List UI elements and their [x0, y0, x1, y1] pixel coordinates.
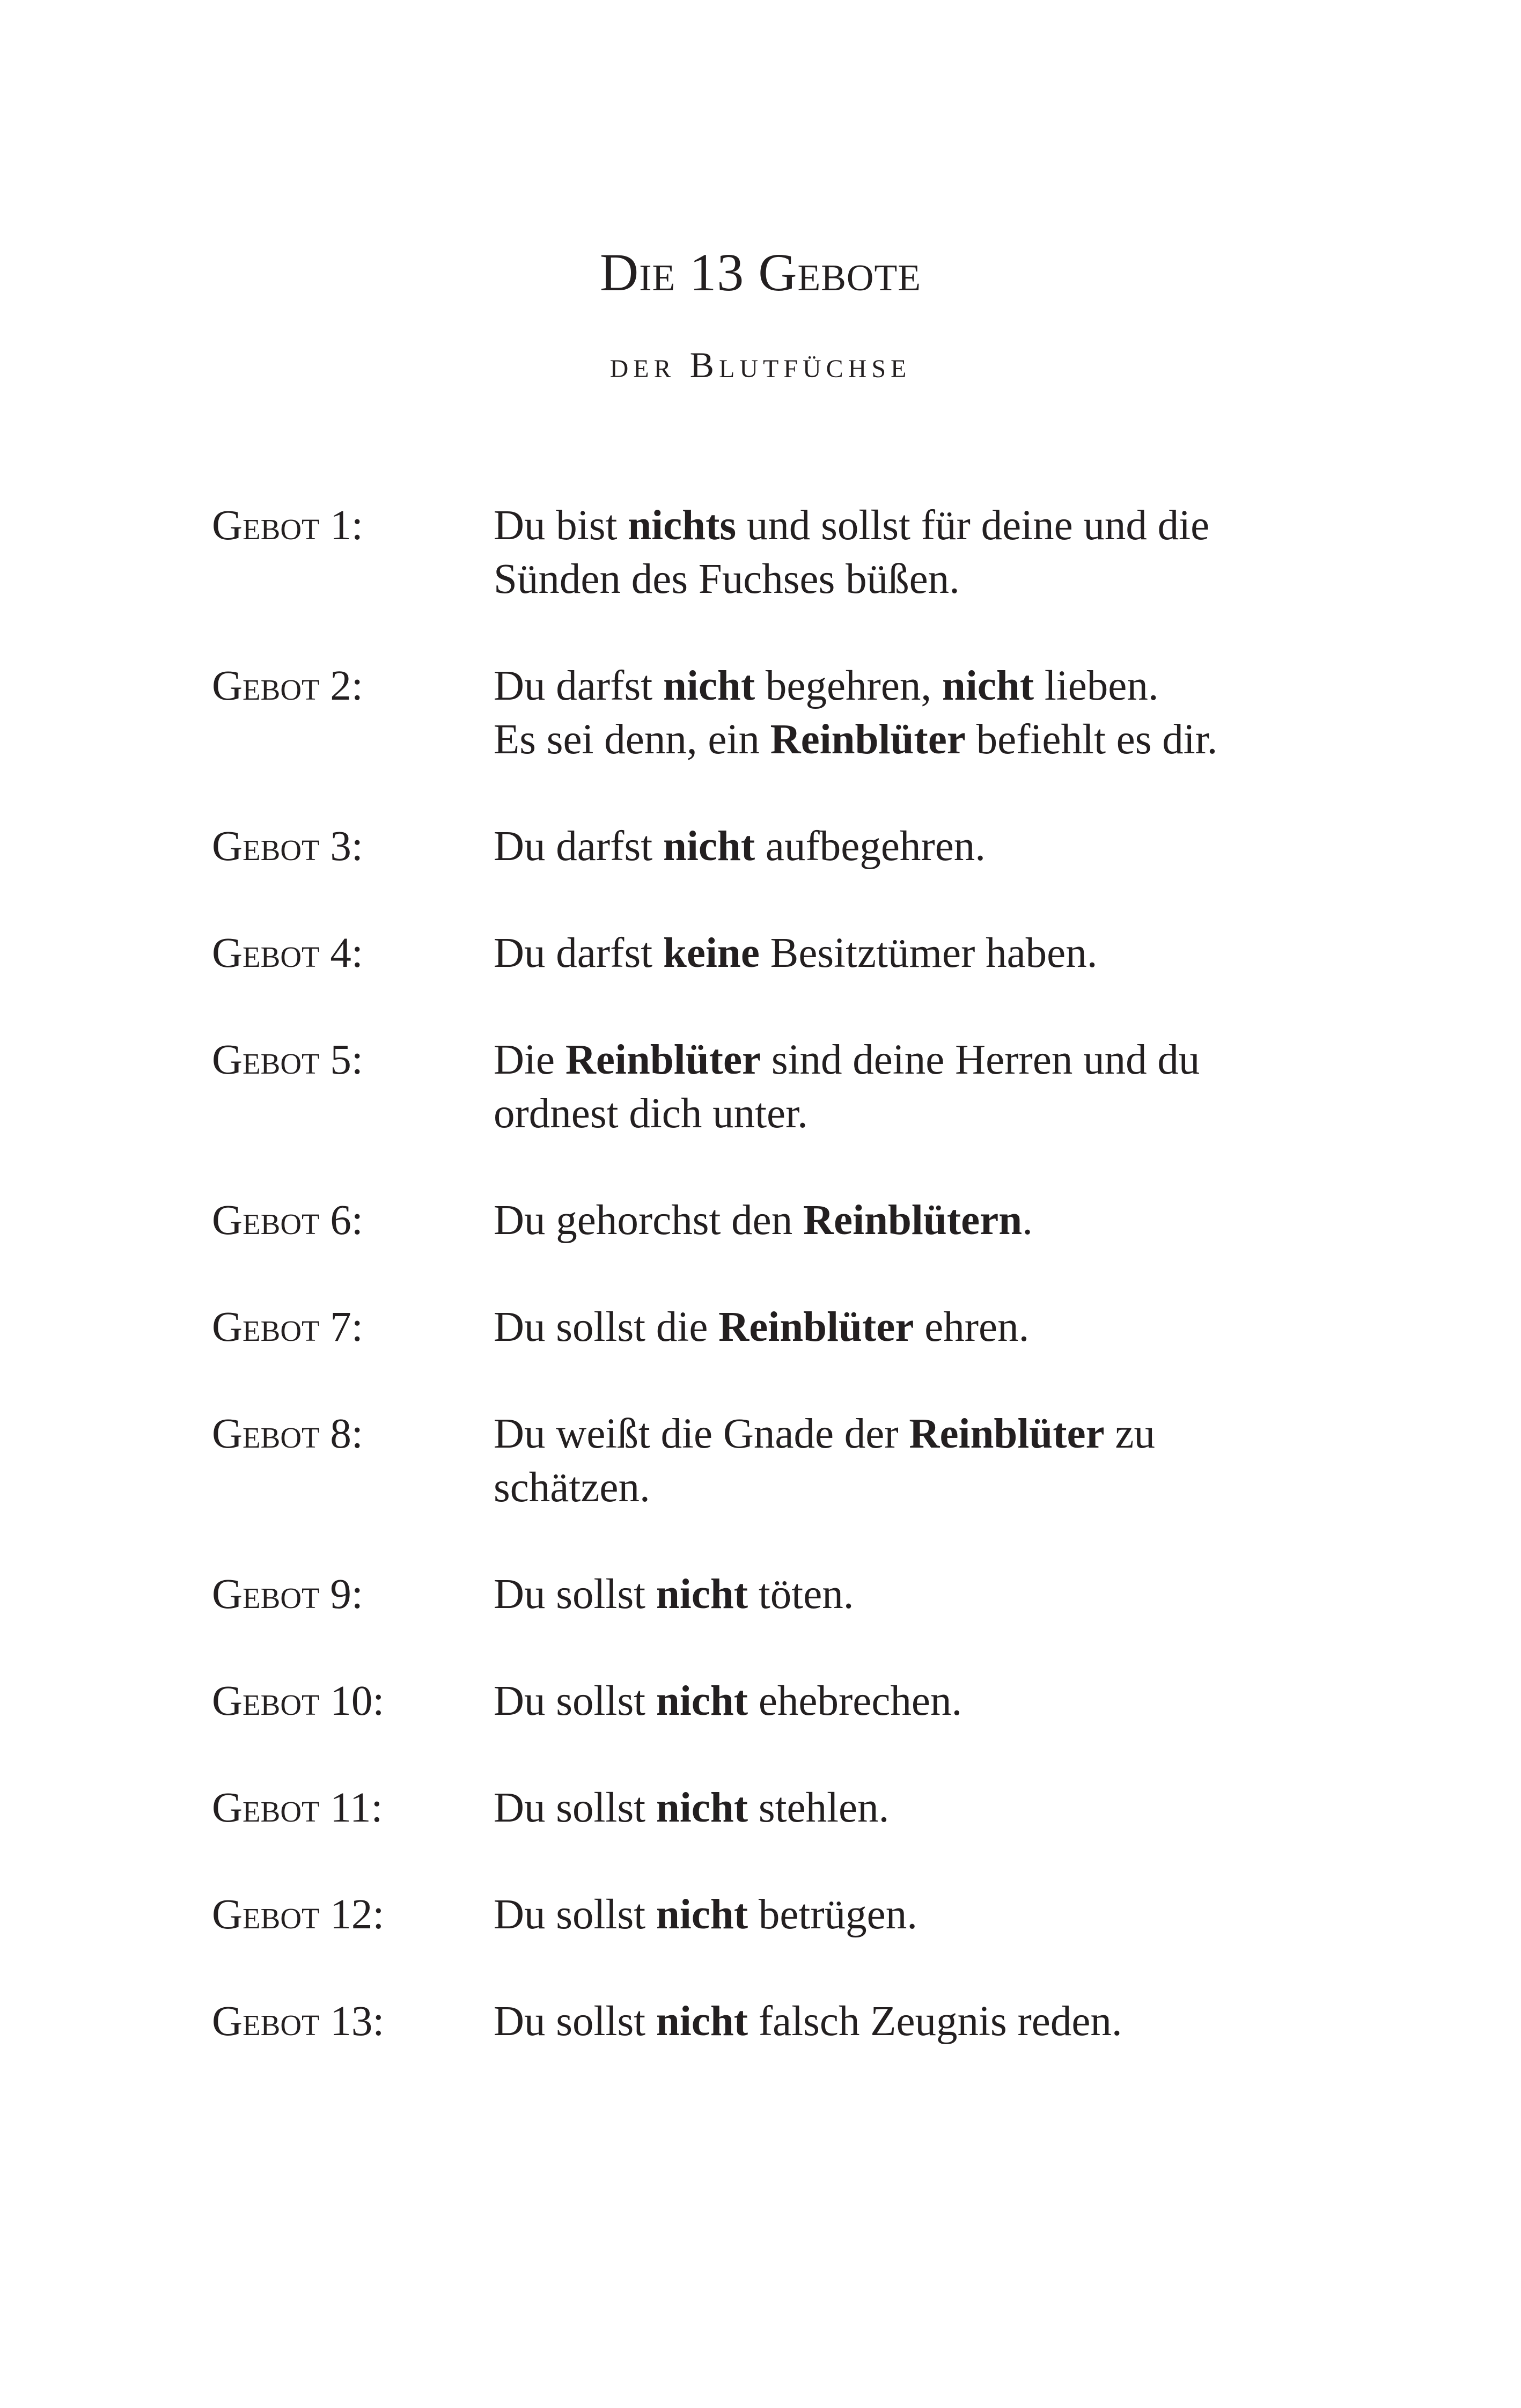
- commandment-label: Gebot 7:: [212, 1304, 363, 1350]
- page-subtitle: der Blutfüchse: [609, 344, 912, 385]
- emphasis-text: nicht: [656, 1571, 748, 1618]
- commandment-label: Gebot 9:: [212, 1571, 363, 1618]
- text-run: Die: [494, 1037, 565, 1083]
- text-run: ehebrechen.: [748, 1678, 962, 1724]
- commandment-line: [494, 1781, 1331, 1835]
- commandment-line: [494, 1995, 1331, 2049]
- commandment-text: [494, 1033, 1331, 1141]
- emphasis-text: Reinblüter: [718, 1304, 914, 1350]
- commandment-line: [494, 1087, 1331, 1141]
- commandment-label: Gebot 2:: [212, 663, 363, 709]
- commandment-label: Gebot 13:: [212, 1998, 385, 2045]
- emphasis-text: nicht: [663, 823, 755, 870]
- emphasis-text: Reinblütern: [803, 1197, 1023, 1244]
- text-run: .: [1022, 1197, 1033, 1244]
- text-run: Besitztümer haben.: [759, 930, 1098, 977]
- commandment-label: Gebot 11:: [212, 1785, 383, 1831]
- commandment-text: [494, 499, 1331, 606]
- text-run: aufbegehren.: [755, 823, 986, 870]
- commandment-text: [494, 1675, 1331, 1728]
- text-run: Es sei denn, ein: [494, 716, 770, 763]
- emphasis-text: nicht: [663, 663, 755, 709]
- commandment-line: [494, 927, 1331, 980]
- commandment-label: Gebot 4:: [212, 930, 363, 977]
- text-run: Du sollst: [494, 1891, 656, 1938]
- commandment-label: Gebot 8:: [212, 1411, 363, 1457]
- text-run: begehren,: [755, 663, 942, 709]
- text-run: Du sollst: [494, 1785, 656, 1831]
- text-run: lieben.: [1034, 663, 1159, 709]
- commandment-text: [494, 1781, 1331, 1835]
- text-run: zu: [1104, 1411, 1155, 1457]
- text-run: stehlen.: [748, 1785, 890, 1831]
- commandment-label: Gebot 10:: [212, 1678, 385, 1724]
- emphasis-text: Reinblüter: [565, 1037, 761, 1083]
- commandment-line: [494, 1407, 1331, 1461]
- text-run: betrügen.: [748, 1891, 917, 1938]
- commandment-text: [494, 1888, 1331, 1942]
- emphasis-text: Reinblüter: [770, 716, 966, 763]
- commandment-line: [494, 820, 1331, 873]
- text-run: Du darfst: [494, 930, 663, 977]
- commandment-text: [494, 820, 1331, 873]
- emphasis-text: keine: [663, 930, 760, 977]
- text-run: ordnest dich unter.: [494, 1090, 808, 1137]
- commandment-label: Gebot 6:: [212, 1197, 363, 1244]
- text-run: Du darfst: [494, 663, 663, 709]
- commandment-text: [494, 1568, 1331, 1621]
- text-run: Sünden des Fuchses büßen.: [494, 556, 960, 603]
- page-title: Die 13 Gebote: [599, 243, 922, 302]
- commandment-line: [494, 1675, 1331, 1728]
- commandment-label: Gebot 1:: [212, 502, 363, 549]
- commandment-line: [494, 1568, 1331, 1621]
- commandment-line: [494, 659, 1331, 713]
- text-run: Du sollst: [494, 1998, 656, 2045]
- text-run: befiehlt es dir.: [965, 716, 1218, 763]
- emphasis-text: nicht: [656, 1998, 748, 2045]
- commandment-line: [494, 1033, 1331, 1087]
- commandment-text: [494, 1194, 1331, 1247]
- text-run: und sollst für deine und die: [736, 502, 1210, 549]
- commandment-line: [494, 713, 1331, 767]
- text-run: Du sollst die: [494, 1304, 719, 1350]
- text-run: schätzen.: [494, 1464, 650, 1511]
- commandment-label: Gebot 5:: [212, 1037, 363, 1083]
- text-run: Du bist: [494, 502, 628, 549]
- commandment-line: [494, 1888, 1331, 1942]
- commandment-text: [494, 659, 1331, 767]
- commandment-text: [494, 1301, 1331, 1354]
- emphasis-text: Reinblüter: [909, 1411, 1105, 1457]
- commandment-line: [494, 553, 1331, 606]
- text-run: Du weißt die Gnade der: [494, 1411, 909, 1457]
- commandment-line: [494, 1301, 1331, 1354]
- text-run: töten.: [748, 1571, 854, 1618]
- text-run: Du darfst: [494, 823, 663, 870]
- commandment-label: Gebot 12:: [212, 1891, 385, 1938]
- text-run: Du gehorchst den: [494, 1197, 803, 1244]
- text-run: sind deine Herren und du: [761, 1037, 1200, 1083]
- text-run: falsch Zeugnis reden.: [748, 1998, 1122, 2045]
- emphasis-text: nicht: [942, 663, 1034, 709]
- emphasis-text: nicht: [656, 1678, 748, 1724]
- commandment-text: [494, 927, 1331, 980]
- commandment-text: [494, 1407, 1331, 1515]
- commandment-line: [494, 1194, 1331, 1247]
- text-run: ehren.: [914, 1304, 1030, 1350]
- commandment-line: [494, 1461, 1331, 1515]
- emphasis-text: nicht: [656, 1785, 748, 1831]
- commandment-text: [494, 1995, 1331, 2049]
- emphasis-text: nicht: [656, 1891, 748, 1938]
- commandment-line: [494, 499, 1331, 553]
- emphasis-text: nichts: [628, 502, 737, 549]
- text-run: Du sollst: [494, 1678, 656, 1724]
- commandment-label: Gebot 3:: [212, 823, 363, 870]
- text-run: Du sollst: [494, 1571, 656, 1618]
